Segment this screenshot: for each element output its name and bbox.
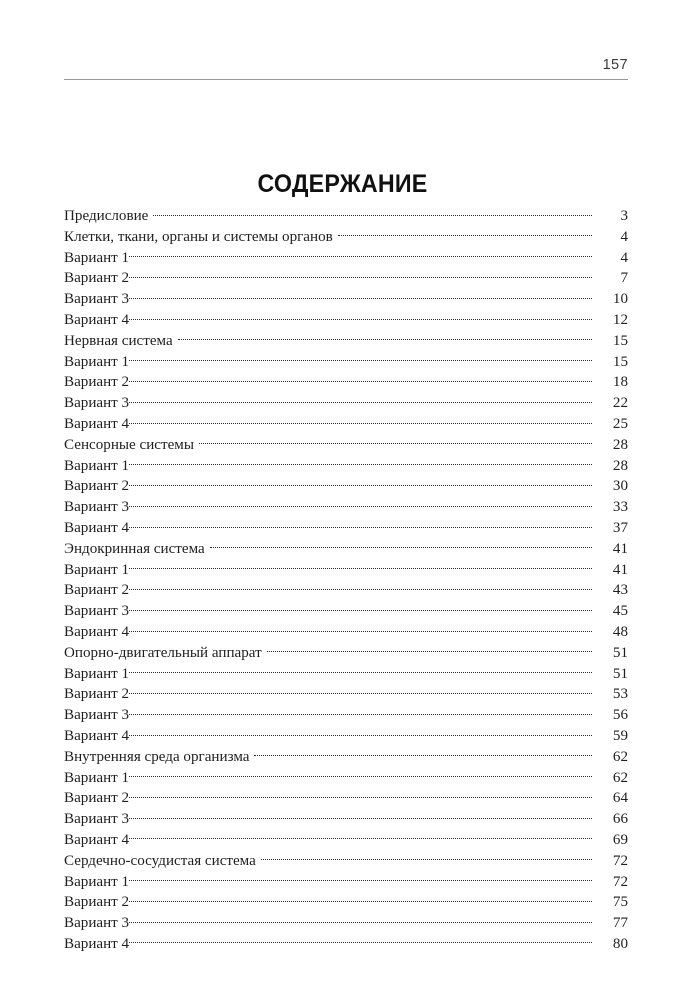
toc-entry-label: Вариант 4 — [64, 728, 130, 745]
toc-entry[interactable] — [64, 829, 628, 850]
toc-leader-dots — [129, 371, 592, 386]
toc-entry-label: Вариант 4 — [64, 624, 130, 641]
toc-leader-dots — [153, 205, 592, 220]
toc-leader-dots — [129, 309, 592, 324]
toc-leader-dots — [129, 413, 592, 428]
toc-entry-page-number: 51 — [612, 665, 628, 682]
toc-entry-page-number: 59 — [612, 728, 628, 745]
toc-entry-page-number: 75 — [612, 894, 628, 911]
toc-entry-page-number: 28 — [612, 436, 628, 453]
toc-entry[interactable] — [64, 330, 628, 351]
toc-entry-label: Вариант 1 — [64, 769, 130, 786]
toc-leader-dots — [129, 392, 592, 407]
toc-entry-label: Вариант 2 — [64, 686, 130, 703]
toc-leader-dots — [129, 621, 592, 636]
toc-entry[interactable] — [64, 746, 628, 767]
toc-entry-page-number: 10 — [612, 291, 628, 308]
toc-entry-page-number: 80 — [612, 935, 628, 952]
toc-leader-dots — [338, 226, 592, 241]
toc-entry-label: Вариант 1 — [64, 353, 130, 370]
toc-leader-dots — [129, 663, 592, 678]
toc-leader-dots — [199, 434, 592, 449]
toc-entry-label: Вариант 1 — [64, 665, 130, 682]
toc-entry[interactable] — [64, 538, 628, 559]
toc-entry-page-number: 72 — [612, 852, 628, 869]
toc-leader-dots — [210, 538, 592, 553]
toc-entry-page-number: 56 — [612, 707, 628, 724]
toc-entry[interactable] — [64, 351, 628, 372]
toc-leader-dots — [129, 912, 592, 927]
toc-entry-page-number: 7 — [620, 270, 628, 287]
table-of-contents — [64, 205, 628, 954]
toc-entry[interactable] — [64, 309, 628, 330]
toc-entry[interactable] — [64, 600, 628, 621]
toc-leader-dots — [129, 351, 592, 366]
header-rule — [64, 79, 628, 80]
toc-leader-dots — [129, 767, 592, 782]
toc-entry[interactable] — [64, 642, 628, 663]
toc-entry-page-number: 66 — [612, 811, 628, 828]
toc-leader-dots — [129, 455, 592, 470]
toc-entry-label: Внутренняя среда организма — [64, 748, 250, 765]
toc-leader-dots — [129, 559, 592, 574]
toc-entry-page-number: 22 — [612, 395, 628, 412]
toc-entry[interactable] — [64, 226, 628, 247]
toc-leader-dots — [129, 475, 592, 490]
toc-entry[interactable] — [64, 392, 628, 413]
toc-entry-label: Вариант 3 — [64, 603, 130, 620]
page-folio-number: 157 — [602, 57, 628, 73]
toc-entry-label: Опорно-двигательный аппарат — [64, 644, 262, 661]
toc-entry-label: Вариант 2 — [64, 790, 130, 807]
toc-entry[interactable] — [64, 725, 628, 746]
toc-entry-label: Вариант 3 — [64, 915, 130, 932]
toc-entry-page-number: 53 — [612, 686, 628, 703]
toc-entry-page-number: 4 — [620, 228, 628, 245]
toc-entry[interactable] — [64, 767, 628, 788]
toc-entry-page-number: 72 — [612, 873, 628, 890]
toc-entry[interactable] — [64, 663, 628, 684]
toc-entry[interactable] — [64, 871, 628, 892]
toc-entry-page-number: 45 — [612, 603, 628, 620]
toc-entry-page-number: 41 — [612, 561, 628, 578]
toc-entry-page-number: 62 — [612, 769, 628, 786]
toc-leader-dots — [129, 891, 592, 906]
toc-entry[interactable] — [64, 413, 628, 434]
toc-entry-page-number: 18 — [612, 374, 628, 391]
toc-entry[interactable] — [64, 621, 628, 642]
toc-entry-label: Вариант 4 — [64, 832, 130, 848]
toc-entry-label: Предисловие — [64, 208, 149, 225]
toc-entry-label: Вариант 2 — [64, 374, 130, 391]
toc-entry[interactable] — [64, 288, 628, 309]
toc-entry[interactable] — [64, 933, 628, 954]
toc-leader-dots — [129, 579, 592, 594]
page-title: СОДЕРЖАНИЕ — [257, 170, 428, 198]
toc-leader-dots — [261, 850, 592, 865]
toc-entry-label: Вариант 1 — [64, 873, 130, 890]
toc-leader-dots — [129, 704, 592, 719]
toc-entry-label: Вариант 3 — [64, 291, 130, 308]
toc-entry-page-number: 15 — [612, 332, 628, 349]
toc-entry[interactable] — [64, 683, 628, 704]
toc-leader-dots — [129, 517, 592, 532]
toc-entry[interactable] — [64, 434, 628, 455]
toc-entry[interactable] — [64, 267, 628, 288]
toc-entry[interactable] — [64, 247, 628, 268]
toc-entry[interactable] — [64, 496, 628, 517]
toc-entry-label: Сердечно-сосудистая система — [64, 852, 256, 869]
toc-entry-label: Вариант 3 — [64, 811, 130, 828]
toc-entry-label: Вариант 2 — [64, 478, 130, 495]
toc-leader-dots — [178, 330, 592, 345]
toc-entry-label: Вариант 2 — [64, 894, 130, 911]
toc-entry-label: Вариант 3 — [64, 395, 130, 412]
toc-leader-dots — [129, 267, 592, 282]
toc-entry-page-number: 3 — [620, 208, 628, 225]
toc-entry-page-number: 25 — [612, 416, 628, 433]
toc-entry-page-number: 77 — [612, 915, 628, 932]
toc-leader-dots — [129, 871, 592, 886]
toc-entry-page-number: 41 — [612, 540, 628, 557]
toc-leader-dots — [129, 247, 592, 262]
page-header — [64, 58, 628, 80]
toc-entry[interactable] — [64, 475, 628, 496]
toc-leader-dots — [267, 642, 592, 657]
toc-entry-label: Нервная система — [64, 332, 173, 349]
toc-leader-dots — [129, 683, 592, 698]
toc-entry-page-number: 48 — [612, 624, 628, 641]
toc-entry[interactable] — [64, 205, 628, 226]
toc-entry-page-number: 37 — [612, 520, 628, 537]
toc-entry-label: Вариант 3 — [64, 707, 130, 724]
toc-leader-dots — [129, 829, 592, 844]
toc-entry[interactable] — [64, 579, 628, 600]
toc-entry-page-number: 33 — [612, 499, 628, 516]
toc-entry[interactable] — [64, 850, 628, 871]
toc-entry-label: Сенсорные системы — [64, 436, 194, 453]
toc-leader-dots — [129, 288, 592, 303]
toc-entry-page-number: 4 — [620, 249, 628, 266]
toc-entry[interactable] — [64, 787, 628, 808]
toc-entry-page-number: 69 — [612, 832, 628, 848]
toc-entry-page-number: 30 — [612, 478, 628, 495]
toc-entry-label: Вариант 1 — [64, 561, 130, 578]
toc-leader-dots — [129, 600, 592, 615]
toc-entry-label: Вариант 4 — [64, 416, 130, 433]
toc-entry-label: Вариант 2 — [64, 270, 130, 287]
toc-entry-label: Вариант 1 — [64, 457, 130, 474]
toc-leader-dots — [254, 746, 592, 761]
toc-entry[interactable] — [64, 455, 628, 476]
toc-entry[interactable] — [64, 808, 628, 829]
toc-leader-dots — [129, 808, 592, 823]
toc-entry[interactable] — [64, 371, 628, 392]
toc-leader-dots — [129, 787, 592, 802]
toc-entry-page-number: 28 — [612, 457, 628, 474]
toc-entry[interactable] — [64, 891, 628, 912]
toc-leader-dots — [129, 725, 592, 740]
toc-entry-label: Вариант 3 — [64, 499, 130, 516]
toc-entry-page-number: 62 — [612, 748, 628, 765]
toc-entry-label: Вариант 4 — [64, 935, 130, 952]
toc-entry[interactable] — [64, 912, 628, 933]
toc-entry-label: Вариант 4 — [64, 312, 130, 329]
toc-entry-page-number: 64 — [612, 790, 628, 807]
toc-entry-label: Вариант 4 — [64, 520, 130, 537]
toc-entry-page-number: 51 — [612, 644, 628, 661]
toc-entry-page-number: 43 — [612, 582, 628, 599]
toc-entry-label: Эндокринная система — [64, 540, 205, 557]
toc-entry[interactable] — [64, 704, 628, 725]
toc-entry-label: Вариант 2 — [64, 582, 130, 599]
toc-leader-dots — [129, 496, 592, 511]
toc-entry-label: Вариант 1 — [64, 249, 130, 266]
toc-entry[interactable] — [64, 517, 628, 538]
toc-entry-label: Клетки, ткани, органы и системы органов — [64, 228, 333, 245]
toc-leader-dots — [129, 933, 592, 948]
toc-entry-page-number: 15 — [612, 353, 628, 370]
toc-entry[interactable] — [64, 559, 628, 580]
toc-entry-page-number: 12 — [612, 312, 628, 329]
